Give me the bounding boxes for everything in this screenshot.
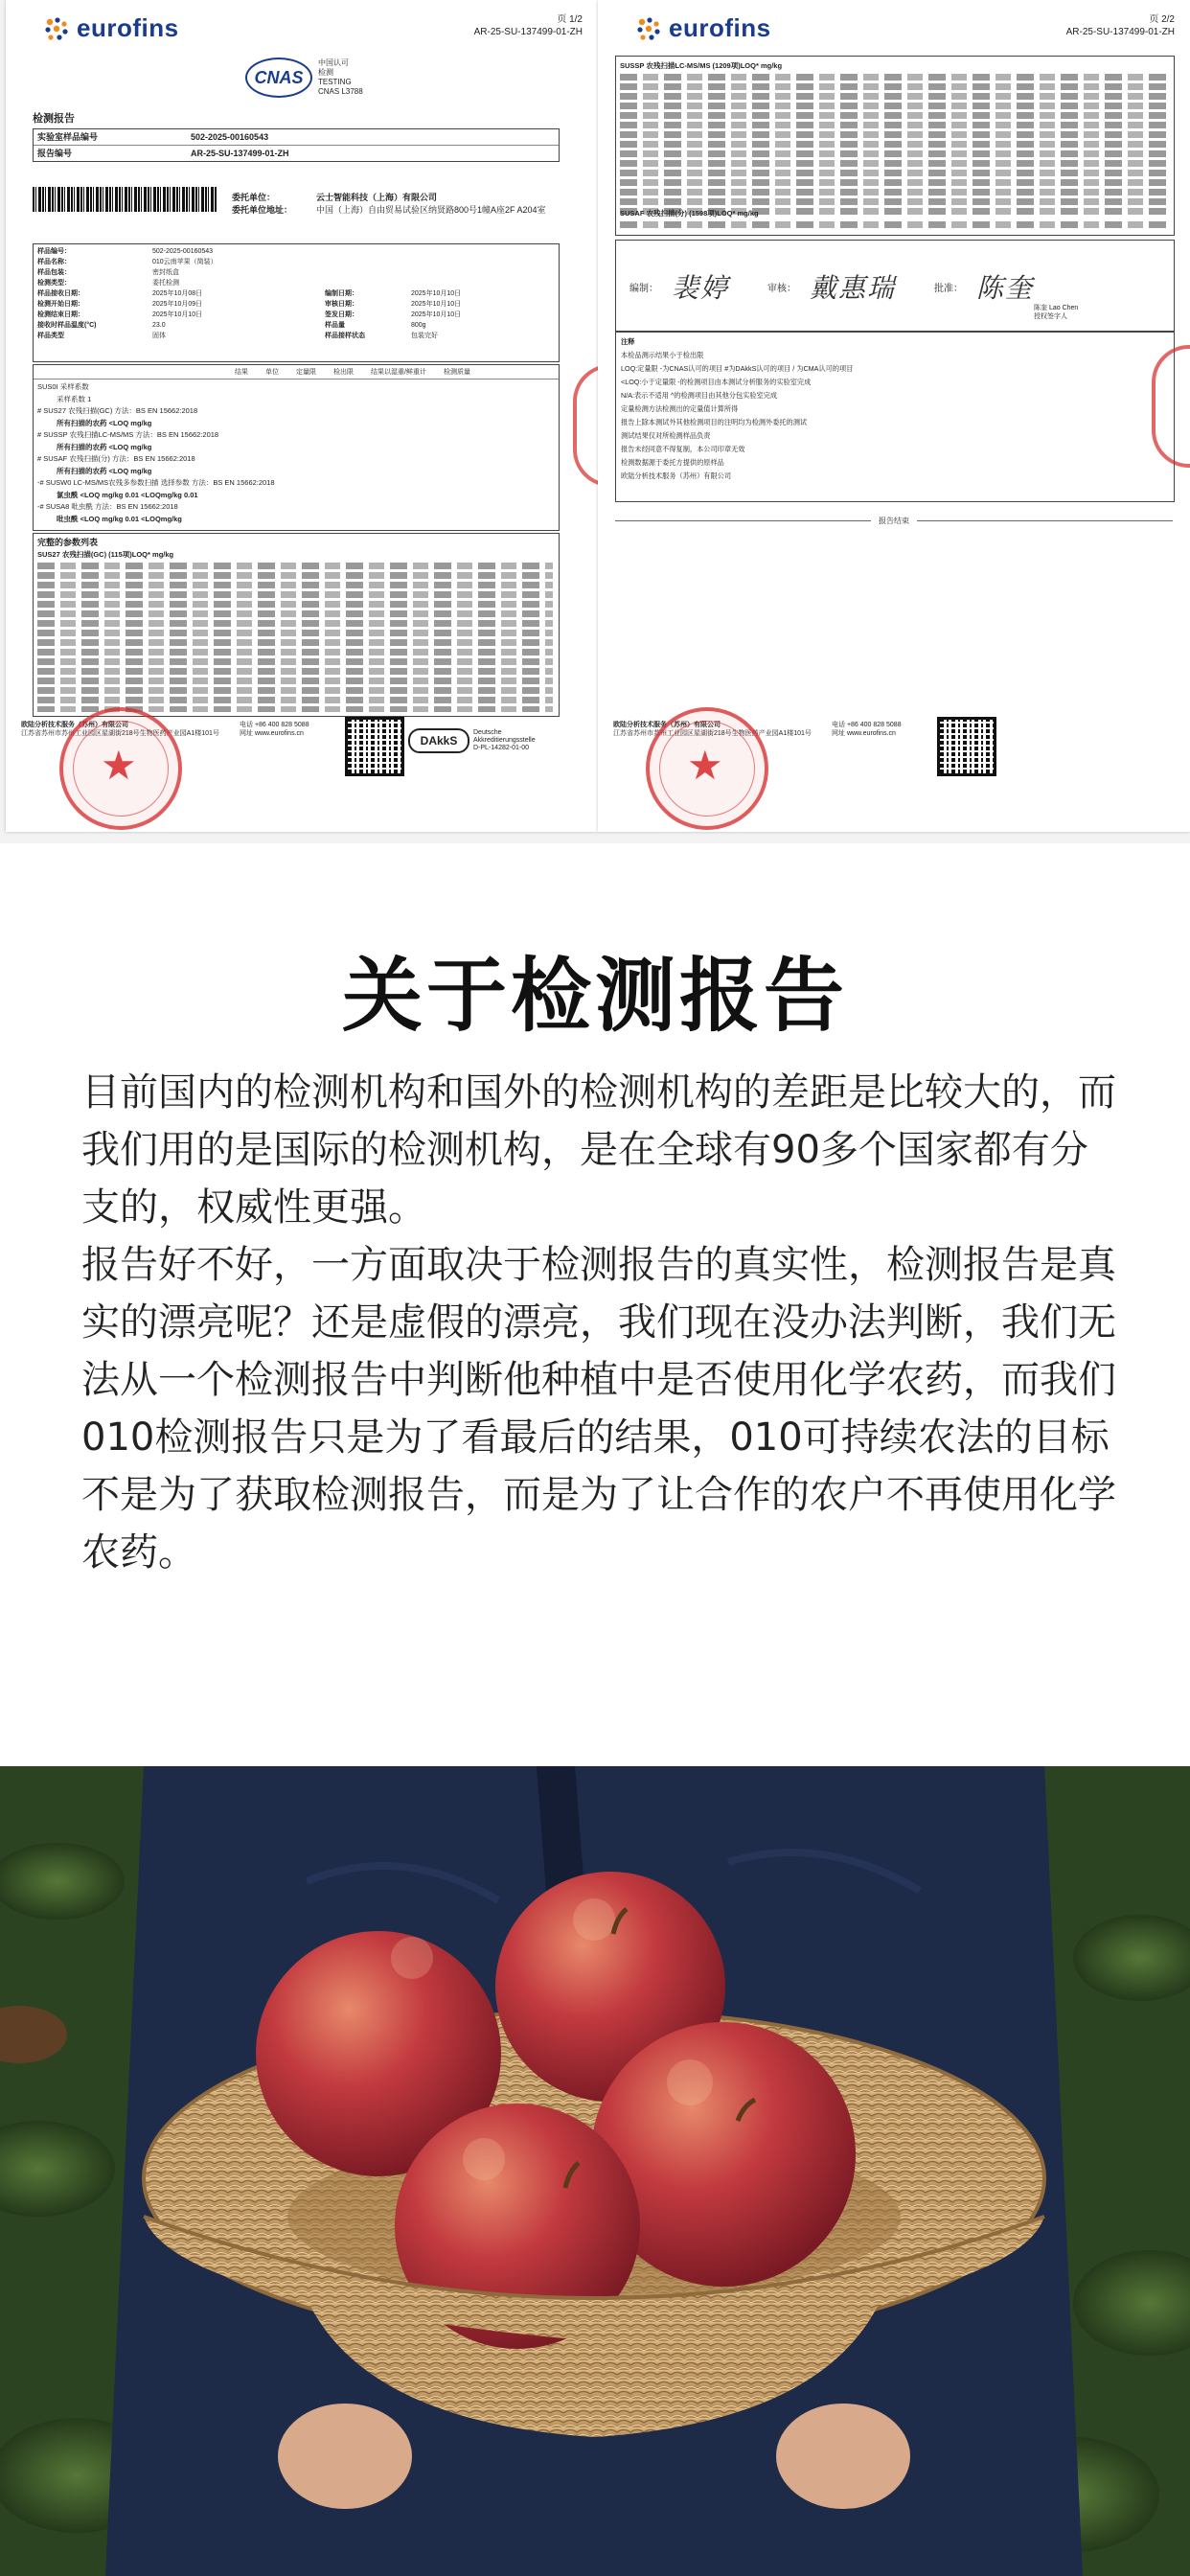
red-seal-stamp: ★ — [59, 707, 182, 830]
sample-row: 签发日期： 2025年10月10日 — [325, 311, 462, 318]
sample-row: 检测类型： 委托检测 — [37, 280, 179, 287]
signature-row: 编制： 裴婷 审核： 戴惠瑞 批准： 陈奎 — [629, 267, 1072, 306]
end-of-report: 报告结束 — [615, 516, 1173, 526]
note-line: 定量检测方法检测出的定量值计算所得 — [621, 404, 739, 413]
approver: 陈奎 Lao Chen 授权签字人 — [1034, 305, 1079, 320]
results-table — [33, 364, 560, 531]
signature: 裴婷 — [672, 272, 730, 304]
eurofins-logo — [634, 13, 771, 43]
edge-seal-stamp — [573, 364, 598, 487]
id-row: 报告编号 AR-25-SU-137499-01-ZH — [37, 149, 289, 158]
sussp-param-list — [615, 56, 1175, 236]
id-row: 实验室样品编号 502-2025-00160543 — [34, 129, 559, 146]
sample-info-table — [33, 243, 560, 362]
sample-row: 接收时样品温度(°C) 23.0 — [37, 322, 166, 329]
barcode — [33, 187, 217, 212]
id-table — [33, 128, 560, 162]
param-list-title: 完整的参数列表 — [37, 538, 99, 547]
sample-row: 样品名称： 010云南苹果（简装） — [37, 259, 217, 265]
apple-basket-photo — [0, 1766, 1190, 2576]
footer-contact: 电话 +86 400 828 5088 网址 www.eurofins.cn — [240, 722, 309, 737]
sample-row: 样品量 800g — [325, 322, 426, 329]
footer-company: 欧陆分析技术服务（苏州）有限公司 — [21, 722, 128, 728]
notes: 注释 本检品测示结果小于检出限 LOQ:定量限 -为CNAS认可的项目 #为DAkkS认可的项目 / 为CMA认可的项目 <LOQ:小于定量限 -的检测项目由本测试分析服务的实验室完成 N/A:表示不适用 ^的检测项目由其他分包实验室完成 定量检测方法检测出的定量值计算所得 报告上除本测试外其他检测项目的注明均为检测外委托的测试 测试结果仅对所检测样品负责 报告未经同意不得复制，本公司印章无效 检测数据源于委托方提供的原样品 欧陆分析技术服务（苏州）有限公司 — [616, 333, 1174, 486]
sample-row: 审核日期： 2025年10月10日 — [325, 301, 462, 308]
footer-company: 欧陆分析技术服务（苏州）有限公司 — [613, 722, 721, 728]
report-scans — [0, 0, 1190, 843]
result-line: 所有扫描的农药 <LOQ mg/kg — [57, 418, 152, 427]
sample-row: 检测结束日期： 2025年10月10日 — [37, 311, 203, 318]
eurofins-logo — [42, 13, 179, 43]
sample-row: 样品包装： 密封纸盒 — [37, 269, 179, 276]
page-header — [474, 13, 583, 38]
red-seal-stamp: ★ — [646, 707, 768, 830]
note-line: N/A:表示不适用 ^的检测项目由其他分包实验室完成 — [621, 391, 778, 400]
edge-seal-stamp — [1152, 345, 1190, 468]
article-heading: 关于检测报告 — [341, 948, 848, 1043]
section-title: SUSSP 农残扫描LC-MS/MS (1209项)LOQ* mg/kg — [620, 61, 783, 70]
result-line: -# SUSW0 LC-MS/MS农残多参数扫描 选择参数 方法：BS EN 15662:2018 — [37, 478, 275, 487]
eurofins-wordmark: eurofins — [669, 13, 771, 42]
note-line: 本检品测示结果小于检出限 — [621, 351, 704, 359]
footer-contact: 电话 +86 400 828 5088 网址 www.eurofins.cn — [832, 722, 902, 737]
result-line: 吡虫酰 <LOQ mg/kg 0.01 <LOQmg/kg — [57, 514, 182, 523]
signature: 陈奎 — [976, 272, 1035, 304]
eurofins-dots-icon — [634, 14, 663, 43]
result-line: -# SUSA8 吡虫酰 方法：BS EN 15662:2018 — [37, 502, 178, 511]
notes-block — [615, 332, 1175, 502]
article-paragraph: 目前国内的检测机构和国外的检测机构的差距是比较大的，而我们用的是国际的检测机构，是在全球有90多个国家都有分支的，权威性更强。 — [81, 1070, 1116, 1230]
param-list-subtitle: SUS27 农残扫描(GC) (115项)LOQ* mg/kg — [37, 550, 174, 559]
result-line: # SUSSP 农残扫描LC-MS/MS 方法：BS EN 15662:2018 — [37, 430, 219, 439]
note-line: 欧陆分析技术服务（苏州）有限公司 — [621, 472, 732, 480]
result-line: SUS0I 采样系数 — [37, 382, 89, 391]
report-title: 检测报告 — [33, 113, 75, 125]
article-paragraph: 报告好不好，一方面取决于检测报告的真实性，检测报告是真实的漂亮呢？还是虚假的漂亮，我们现在没办法判断，我们无法从一个检测报告中判断他种植中是否使用化学农药，而我们010检测报告只是为了看最后的结果，010可持续农法的目标不是为了获取检测报告，而是为了让合作的农户不再使用化学农药。 — [81, 1243, 1116, 1575]
article-body — [81, 1064, 1121, 1581]
note-line: 报告未经同意不得复制，本公司印章无效 — [621, 445, 745, 453]
sample-row: 编制日期： 2025年10月10日 — [325, 290, 462, 297]
eurofins-dots-icon — [42, 14, 71, 43]
cnas-caption: 中国认可 检测 TESTING CNAS L3788 — [318, 58, 363, 96]
qr-code — [345, 717, 404, 776]
page-header — [1066, 13, 1175, 38]
result-line: 采样系数 1 — [57, 394, 92, 403]
note-line: 报告上除本测试外其他检测项目的注明均为检测外委托的测试 — [621, 418, 808, 426]
results-lines — [34, 380, 559, 527]
results-header: 结果 单位 定量限 检出限 结果以湿重/鲜重计 检测质量 — [34, 365, 559, 380]
sample-row: 样品类型 固体 — [37, 333, 166, 339]
signature: 戴惠瑞 — [810, 272, 897, 304]
result-line: 氯虫酰 <LOQ mg/kg 0.01 <LOQmg/kg 0.01 — [57, 490, 198, 499]
page-number: 页 1/2 — [557, 14, 583, 25]
client-info: 委托单位： 云士智能科技（上海）有限公司 委托单位地址： 中国（上海）自由贸易试验区纳贤路800号1幢A座2F A204室 — [232, 193, 546, 215]
dakks-logo: DAkkS Deutsche Akkreditierungsstelle D-PL-14282-01-00 — [408, 728, 536, 753]
footer-address: 江苏省苏州市苏州工业园区星湖街218号生物医药产业园A1楼101号 — [21, 730, 219, 737]
page-number: 页 2/2 — [1149, 14, 1175, 25]
cnas-accreditation — [245, 58, 363, 98]
footer-address: 江苏省苏州市苏州工业园区星湖街218号生物医药产业园A1楼101号 — [613, 730, 812, 737]
result-line: 所有扫描的农药 <LOQ mg/kg — [57, 466, 152, 475]
fine-print — [620, 221, 1170, 233]
param-list-fine-print — [37, 563, 553, 712]
param-list — [33, 533, 560, 717]
cnas-logo: CNAS — [245, 58, 312, 98]
article-section — [0, 843, 1190, 1763]
header-report-number: AR-25-SU-137499-01-ZH — [1065, 27, 1175, 37]
qr-code — [937, 717, 996, 776]
result-line: 所有扫描的农药 <LOQ mg/kg — [57, 442, 152, 451]
report-page-2 — [598, 0, 1190, 832]
header-report-number: AR-25-SU-137499-01-ZH — [473, 27, 583, 37]
fine-print — [620, 74, 1170, 218]
note-line: LOQ:定量限 -为CNAS认可的项目 #为DAkkS认可的项目 / 为CMA认可的项目 — [621, 364, 854, 373]
sample-row: 样品编号： 502-2025-00160543 — [37, 248, 214, 255]
note-line: 检测数据源于委托方提供的原样品 — [621, 458, 724, 467]
apples-in-straw-hat-illustration — [0, 1766, 1190, 2576]
note-line: 测试结果仅对所检测样品负责 — [621, 431, 711, 440]
note-line: <LOQ:小于定量限 -的检测项目由本测试分析服务的实验室完成 — [621, 378, 812, 386]
sample-row: 样品接收日期： 2025年10月08日 — [37, 290, 203, 297]
result-line: # SUS27 农残扫描(GC) 方法：BS EN 15662:2018 — [37, 406, 198, 415]
eurofins-wordmark: eurofins — [77, 13, 179, 42]
section-title: SUSAF 农残扫描(分) (1598项)LOQ* mg/kg — [620, 209, 759, 218]
sample-row: 检测开始日期： 2025年10月09日 — [37, 301, 203, 308]
result-line: # SUSAF 农残扫描(分) 方法：BS EN 15662:2018 — [37, 454, 195, 463]
signature-block — [615, 240, 1175, 332]
report-page-1 — [6, 0, 598, 832]
sample-row: 样品接样状态 包装完好 — [325, 333, 438, 339]
